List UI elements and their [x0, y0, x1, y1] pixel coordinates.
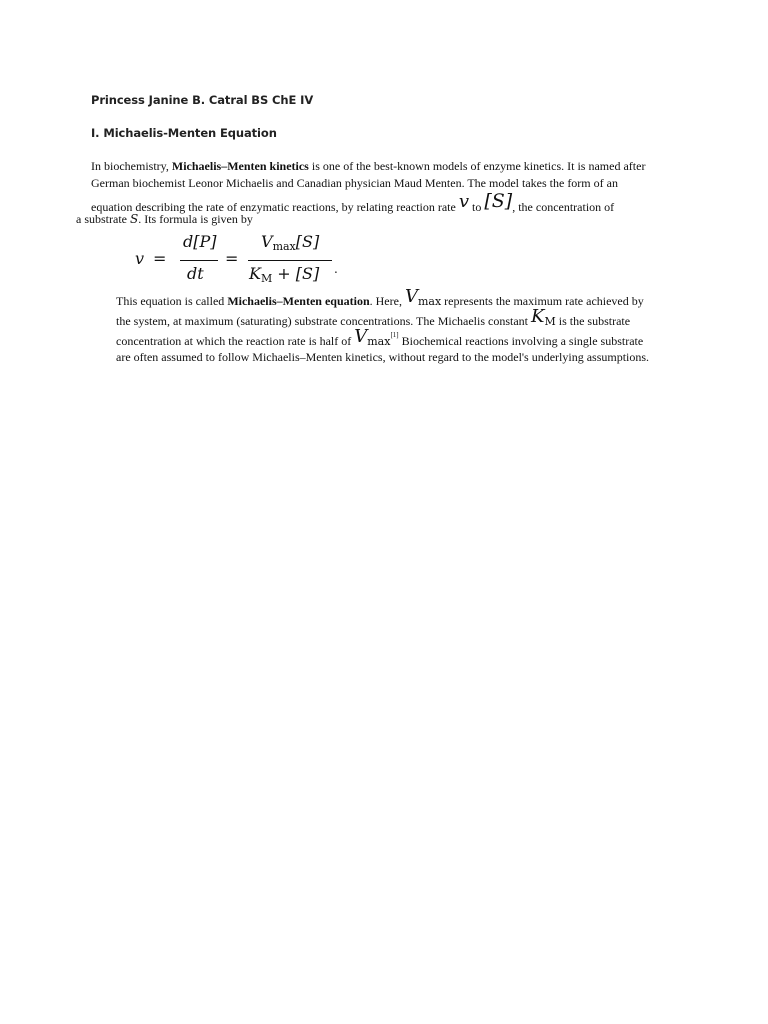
- term-michaelis-menten-equation: Michaelis–Menten equation: [227, 294, 370, 308]
- michaelis-menten-formula: [135, 232, 375, 286]
- formula-frac2-denominator: KM + [S]: [249, 264, 320, 285]
- formula-period: .: [334, 262, 338, 276]
- explanation-line-3: concentration at which the reaction rate is half of Vmax[1] Biochemical reactions involving a single substrate: [116, 326, 644, 348]
- intro-line-1: In biochemistry, Michaelis–Menten kinetics is one of the best-known models of enzyme kinetics. It is named after: [91, 159, 646, 173]
- intro-line-3: equation describing the rate of enzymatic reactions, by relating reaction rate v to [S], the concentration of: [91, 190, 615, 214]
- formula-frac2-bar: [248, 260, 332, 261]
- formula-equals-1: =: [153, 249, 167, 268]
- explanation-line-4: are often assumed to follow Michaelis–Menten kinetics, without regard to the model's underlying assumptions.: [116, 350, 650, 364]
- explanation-line-2: the system, at maximum (saturating) substrate concentrations. The Michaelis constant KM is the substrate: [116, 306, 631, 328]
- term-michaelis-menten-kinetics: Michaelis–Menten kinetics: [171, 159, 309, 173]
- formula-frac1-numerator: d[P]: [183, 232, 217, 251]
- var-vmax-2: V: [354, 326, 368, 347]
- var-v: v: [458, 191, 470, 212]
- formula-frac1-denominator: dt: [187, 264, 204, 283]
- formula-frac2-numerator: Vmax[S]: [261, 232, 320, 253]
- formula-equals-2: =: [225, 249, 239, 268]
- var-S: S: [129, 212, 139, 226]
- section-heading: I. Michaelis-Menten Equation: [91, 126, 277, 140]
- formula-lhs: v: [135, 249, 145, 268]
- author-line: Princess Janine B. Catral BS ChE IV: [91, 93, 314, 107]
- formula-frac1-bar: [180, 260, 218, 261]
- citation-1[interactable]: [1]: [390, 331, 399, 339]
- intro-line-2: German biochemist Leonor Michaelis and Canadian physician Maud Menten. The model takes the form of an: [91, 176, 618, 190]
- intro-line-4: a substrate S. Its formula is given by: [76, 212, 253, 226]
- var-substrate-concentration: [S]: [484, 190, 513, 212]
- var-vmax: V: [404, 286, 418, 307]
- var-km: K: [531, 306, 545, 327]
- explanation-line-1: This equation is called Michaelis–Menten equation. Here, Vmax represents the maximum rate achieved by: [116, 286, 644, 308]
